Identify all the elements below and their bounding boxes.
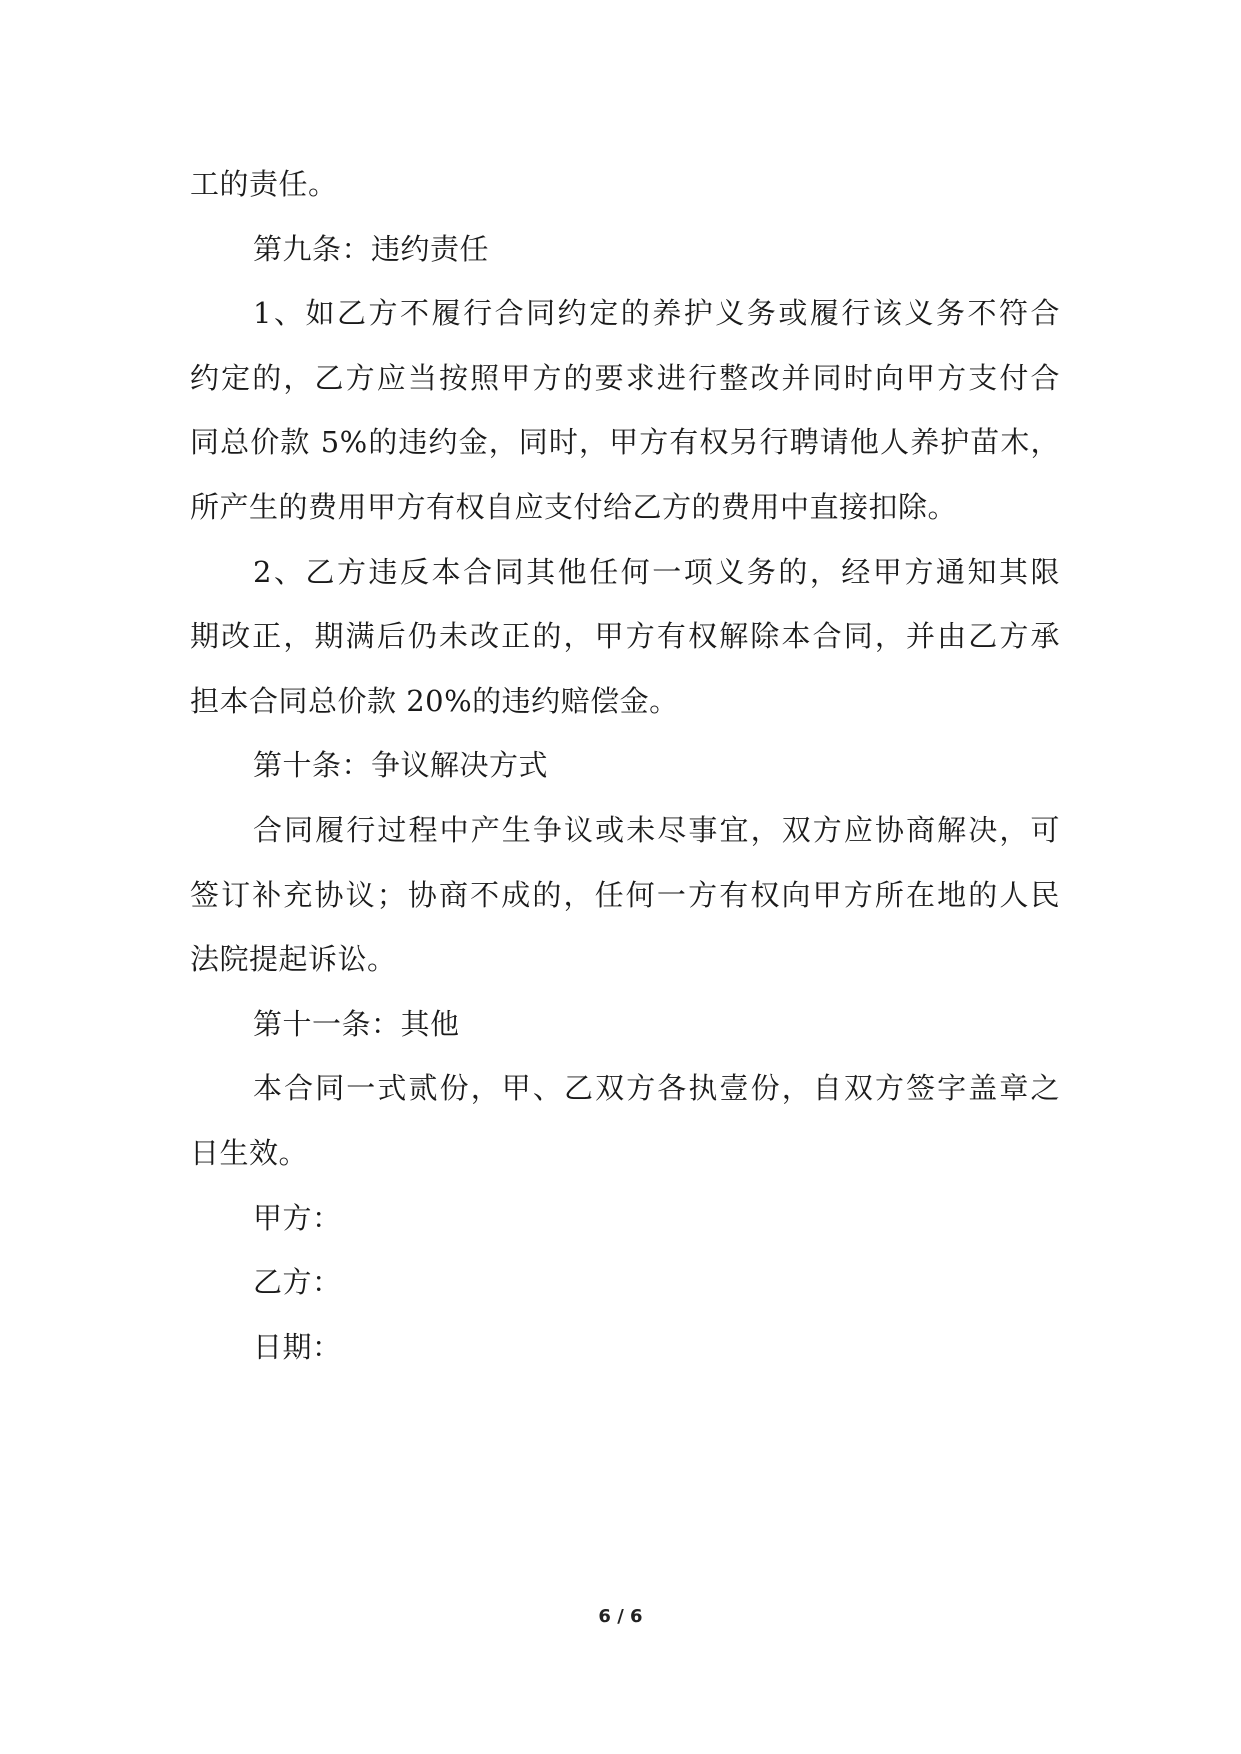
article-11-heading: 第十一条：其他 bbox=[253, 1006, 460, 1041]
text-line: 日生效。 bbox=[190, 1135, 309, 1170]
text-line: 签订补充协议；协商不成的，任何一方有权向甲方所在地的人民 bbox=[190, 877, 1060, 912]
text-line: 工的责任。 bbox=[190, 167, 338, 201]
text-line: 同总价款 5%的违约金，同时，甲方有权另行聘请他人养护苗木， bbox=[190, 425, 1060, 460]
party-b-signature-label: 乙方： bbox=[253, 1265, 342, 1300]
document-body bbox=[190, 152, 1060, 1379]
party-a-signature-label: 甲方： bbox=[253, 1200, 342, 1235]
text-line: 合同履行过程中产生争议或未尽事宜，双方应协商解决，可 bbox=[253, 812, 1060, 847]
text-line: 担本合同总价款 20%的违约赔偿金。 bbox=[190, 683, 679, 718]
article-9-heading: 第九条：违约责任 bbox=[253, 231, 490, 266]
text-line: 2、乙方违反本合同其他任何一项义务的，经甲方通知其限 bbox=[253, 554, 1060, 589]
text-line: 本合同一式贰份，甲、乙双方各执壹份，自双方签字盖章之 bbox=[253, 1071, 1060, 1106]
text-line: 所产生的费用甲方有权自应支付给乙方的费用中直接扣除。 bbox=[190, 489, 958, 524]
date-label: 日期： bbox=[253, 1329, 342, 1364]
text-line: 期改正，期满后仍未改正的，甲方有权解除本合同，并由乙方承 bbox=[190, 619, 1060, 654]
page-number: 6 / 6 bbox=[598, 1606, 643, 1627]
article-10-heading: 第十条：争议解决方式 bbox=[253, 748, 549, 783]
text-line: 法院提起诉讼。 bbox=[190, 942, 397, 977]
text-line: 约定的，乙方应当按照甲方的要求进行整改并同时向甲方支付合 bbox=[190, 360, 1060, 395]
text-line: 1、如乙方不履行合同约定的养护义务或履行该义务不符合 bbox=[253, 296, 1060, 331]
